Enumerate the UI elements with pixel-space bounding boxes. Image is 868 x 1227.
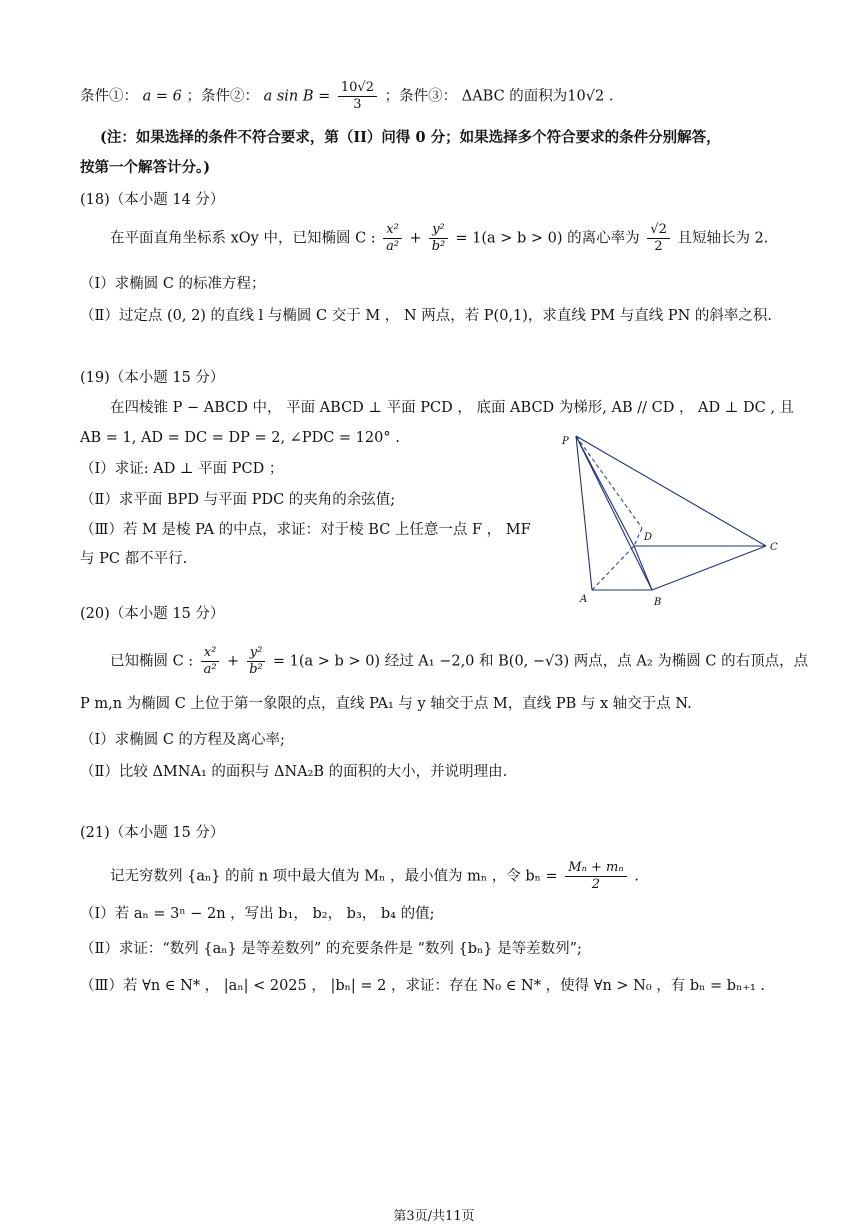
condition-2-fraction (338, 80, 377, 113)
q18-y-num: y² (429, 222, 448, 239)
q18-header: (18)（本小题 14 分） (80, 192, 225, 208)
q18-eccentricity-fraction (647, 222, 670, 255)
q20-y-num: y² (247, 645, 266, 662)
condition-3-text: ΔABC 的面积为10√2 . (461, 88, 614, 105)
q21-stem (110, 860, 639, 893)
q18-y-fraction (429, 222, 448, 255)
pyramid-figure (556, 428, 796, 613)
q20-stem-2: P m,n 为椭圆 C 上位于第一象限的点，直线 PA₁ 与 y 轴交于点 M，直线 PB 与 x 轴交于点 N. (80, 696, 692, 712)
edge-pa (576, 436, 592, 590)
condition-1-expr: a = 6 (142, 88, 182, 105)
q20-y-fraction (247, 645, 266, 678)
edge-hidden-2 (634, 528, 642, 546)
q19-part-2: （Ⅱ）求平面 BPD 与平面 PDC 的夹角的余弦值; (80, 492, 396, 508)
q19-stem-1: 在四棱锥 P − ABCD 中， 平面 ABCD ⊥ 平面 PCD ， 底面 ABCD 为梯形, AB // CD ， AD ⊥ DC , 且 (110, 400, 795, 416)
q18-x-num: x² (383, 222, 402, 239)
q20-stem-b: = 1(a > b > 0) 经过 A₁ −2,0 和 B(0, −√3) 两点，点 A₂ 为椭圆 C 的右顶点，点 (272, 653, 809, 670)
label-d: D (644, 532, 653, 543)
condition-2-numerator: 10√2 (338, 80, 377, 97)
condition-2-denominator: 3 (353, 97, 362, 112)
label-c: C (770, 542, 778, 553)
q21-stem-b: . (634, 868, 639, 885)
q21-b-fraction (565, 860, 626, 893)
q19-part-3b: 与 PC 都不平行. (80, 551, 188, 567)
q21-b-den: 2 (591, 877, 601, 892)
q20-y-den: b² (249, 662, 263, 677)
label-b: B (654, 597, 662, 608)
q20-x-den: a² (203, 662, 217, 677)
q18-stem-b: = 1(a > b > 0) 的离心率为 (455, 230, 640, 247)
q18-part-2: （Ⅱ）过定点 (0, 2) 的直线 l 与椭圆 C 交于 M ， N 两点，若 P(0,1)，求直线 PM 与直线 PN 的斜率之积. (80, 308, 773, 324)
condition-separator-2: ；条件③： (384, 88, 458, 105)
q19-stem-2: AB = 1, AD = DC = DP = 2, ∠PDC = 120° . (80, 430, 400, 446)
condition-separator-1: ；条件②： (186, 88, 259, 105)
q18-stem (110, 222, 768, 255)
q21-part-3: （Ⅲ）若 ∀n ∈ N* ， |aₙ| < 2025 ， |bₙ| = 2 ，求证：存在 N₀ ∈ N* ，使得 ∀n > N₀ ，有 bₙ = bₙ₊₁ . (80, 978, 766, 994)
q20-stem (110, 645, 808, 678)
page-footer: 第3页/共11页 (393, 1209, 475, 1224)
note-line-2: 按第一个解答计分。) (80, 159, 211, 176)
q20-part-2: （Ⅱ）比较 ΔMNA₁ 的面积与 ΔNA₂B 的面积的大小，并说明理由. (80, 764, 508, 780)
edge-bc (652, 546, 766, 590)
q18-x-fraction (383, 222, 402, 255)
q21-part-2: （Ⅱ）求证：“数列 {aₙ} 是等差数列” 的充要条件是 “数列 {bₙ} 是等差数列”; (80, 941, 582, 957)
q20-part-1: （Ⅰ）求椭圆 C 的方程及离心率; (80, 732, 285, 748)
q18-stem-a: 在平面直角坐标系 xOy 中，已知椭圆 C : (110, 230, 376, 247)
q20-header: (20)（本小题 15 分） (80, 606, 225, 622)
q20-plus: + (226, 653, 240, 670)
q19-part-1: （Ⅰ）求证: AD ⊥ 平面 PCD ； (80, 461, 284, 477)
label-a: A (580, 594, 588, 605)
q21-header: (21)（本小题 15 分） (80, 825, 225, 841)
q20-x-num: x² (201, 645, 220, 662)
q19-part-3a: （Ⅲ）若 M 是棱 PA 的中点，求证：对于棱 BC 上任意一点 F ， MF (80, 522, 531, 538)
q20-x-fraction (201, 645, 220, 678)
q21-stem-a: 记无穷数列 {aₙ} 的前 n 项中最大值为 Mₙ ，最小值为 mₙ ，令 bₙ = (110, 868, 558, 885)
q18-plus: + (409, 230, 422, 247)
q18-e-num: √2 (647, 222, 670, 239)
q21-b-num: Mₙ + mₙ (565, 860, 626, 877)
q20-stem-a: 已知椭圆 C : (110, 653, 194, 670)
condition-1-label: 条件①： (80, 88, 138, 105)
label-p: P (562, 436, 569, 447)
q18-y-den: b² (431, 239, 446, 254)
q21-part-1: （Ⅰ）若 aₙ = 3ⁿ − 2n ，写出 b₁， b₂， b₃， b₄ 的值; (80, 906, 435, 922)
q18-e-den: 2 (654, 239, 663, 254)
edge-hidden-1 (576, 436, 642, 528)
q19-header: (19)（本小题 15 分） (80, 370, 225, 386)
q18-stem-c: 且短轴长为 2. (677, 230, 769, 247)
q18-part-1: （Ⅰ）求椭圆 C 的标准方程； (80, 276, 266, 292)
condition-line (80, 80, 613, 113)
edge-ad-hidden (592, 546, 634, 590)
condition-2-lhs: a sin B = (263, 88, 331, 105)
note-line-1: (注：如果选择的条件不符合要求，第（II）问得 0 分；如果选择多个符合要求的条件分别解答， (100, 129, 721, 146)
q18-x-den: a² (386, 239, 400, 254)
edge-db (634, 546, 652, 590)
